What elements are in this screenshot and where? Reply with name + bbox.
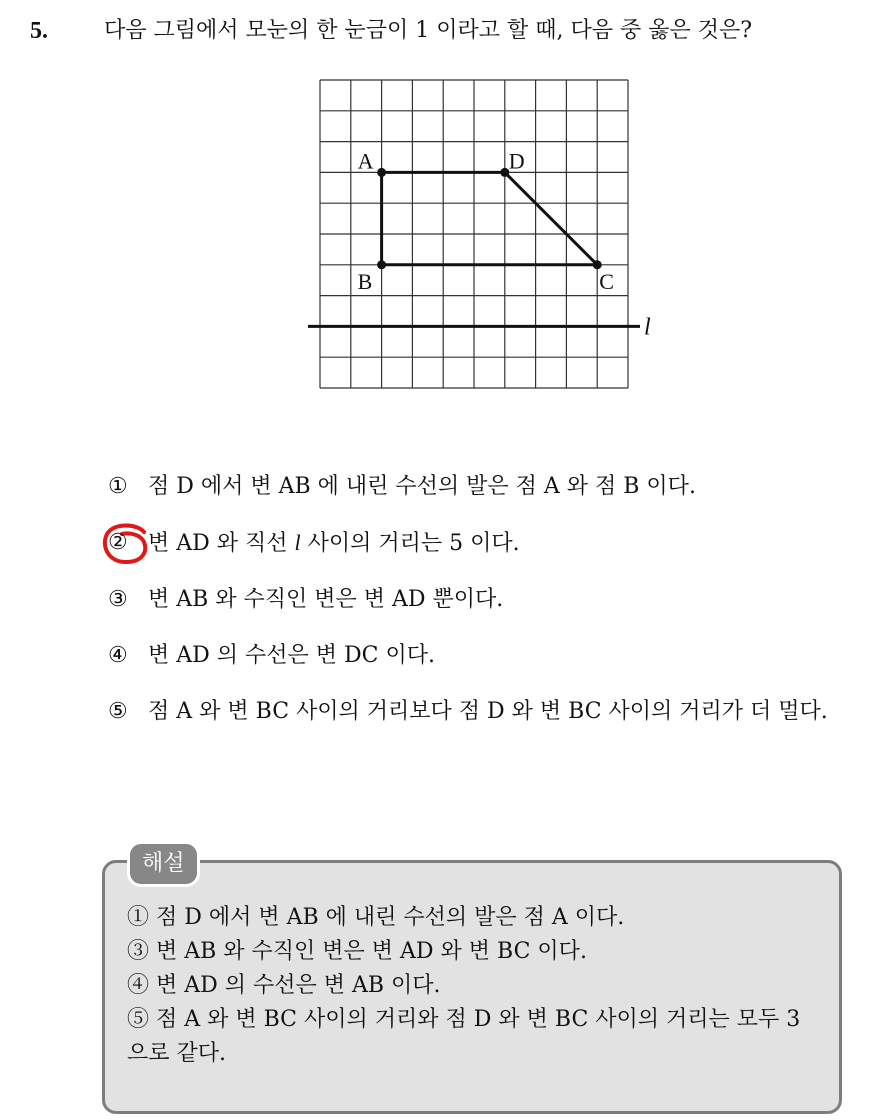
choice-text: 점 D 에서 변 AB 에 내린 수선의 발은 점 A 와 점 B 이다. <box>148 474 696 499</box>
choice-mark: ② <box>108 530 128 555</box>
choice-mark: ④ <box>108 643 128 668</box>
line-l-label: l <box>294 530 301 555</box>
choice-text-part: 사이의 거리는 5 이다. <box>300 531 520 556</box>
choice-4[interactable] <box>108 639 868 673</box>
answer-choices <box>108 470 868 751</box>
choice-text-part: 변 AD 와 직선 <box>148 531 295 556</box>
line-l-label: l <box>644 314 651 341</box>
trapezoid-abcd <box>382 172 598 264</box>
solution-tab: 해설 <box>127 841 200 887</box>
point-label-d: D <box>508 148 525 174</box>
point-label-a: A <box>357 148 374 174</box>
choice-text <box>148 526 868 561</box>
choice-mark: ① <box>108 474 128 499</box>
choice-text: 점 A 와 변 BC 사이의 거리보다 점 D 와 변 BC 사이의 거리가 더 멀다. <box>148 699 828 724</box>
choice-mark: ⑤ <box>108 699 128 724</box>
question-text: 다음 그림에서 모눈의 한 눈금이 1 이라고 할 때, 다음 중 옳은 것은? <box>104 18 753 43</box>
solution-line: ⑤ 점 A 와 변 BC 사이의 거리와 점 D 와 변 BC 사이의 거리는 모두 3 으로 같다. <box>127 1007 801 1066</box>
solution-line: ④ 변 AD 의 수선은 변 AB 이다. <box>127 973 441 998</box>
grid-diagram <box>300 75 670 395</box>
solution-lines <box>127 901 827 1071</box>
point-a <box>377 168 386 177</box>
point-label-c: C <box>599 268 614 294</box>
choice-mark: ③ <box>108 587 128 612</box>
choice-3[interactable] <box>108 583 868 617</box>
solution-box <box>102 851 842 1114</box>
choice-text: 변 AD 의 수선은 변 DC 이다. <box>148 643 435 668</box>
choice-text: 변 AB 와 수직인 변은 변 AD 뿐이다. <box>148 587 504 612</box>
question-header <box>30 14 870 48</box>
choice-2[interactable] <box>108 526 868 561</box>
grid-figure <box>300 75 670 395</box>
choice-1[interactable] <box>108 470 868 504</box>
point-b <box>377 260 386 269</box>
solution-line: ① 점 D 에서 변 AB 에 내린 수선의 발은 점 A 이다. <box>127 905 625 930</box>
solution-line: ③ 변 AB 와 수직인 변은 변 AD 와 변 BC 이다. <box>127 939 587 964</box>
choice-5[interactable] <box>108 695 868 729</box>
question-number: 5. <box>30 18 48 44</box>
point-label-b: B <box>357 268 373 294</box>
